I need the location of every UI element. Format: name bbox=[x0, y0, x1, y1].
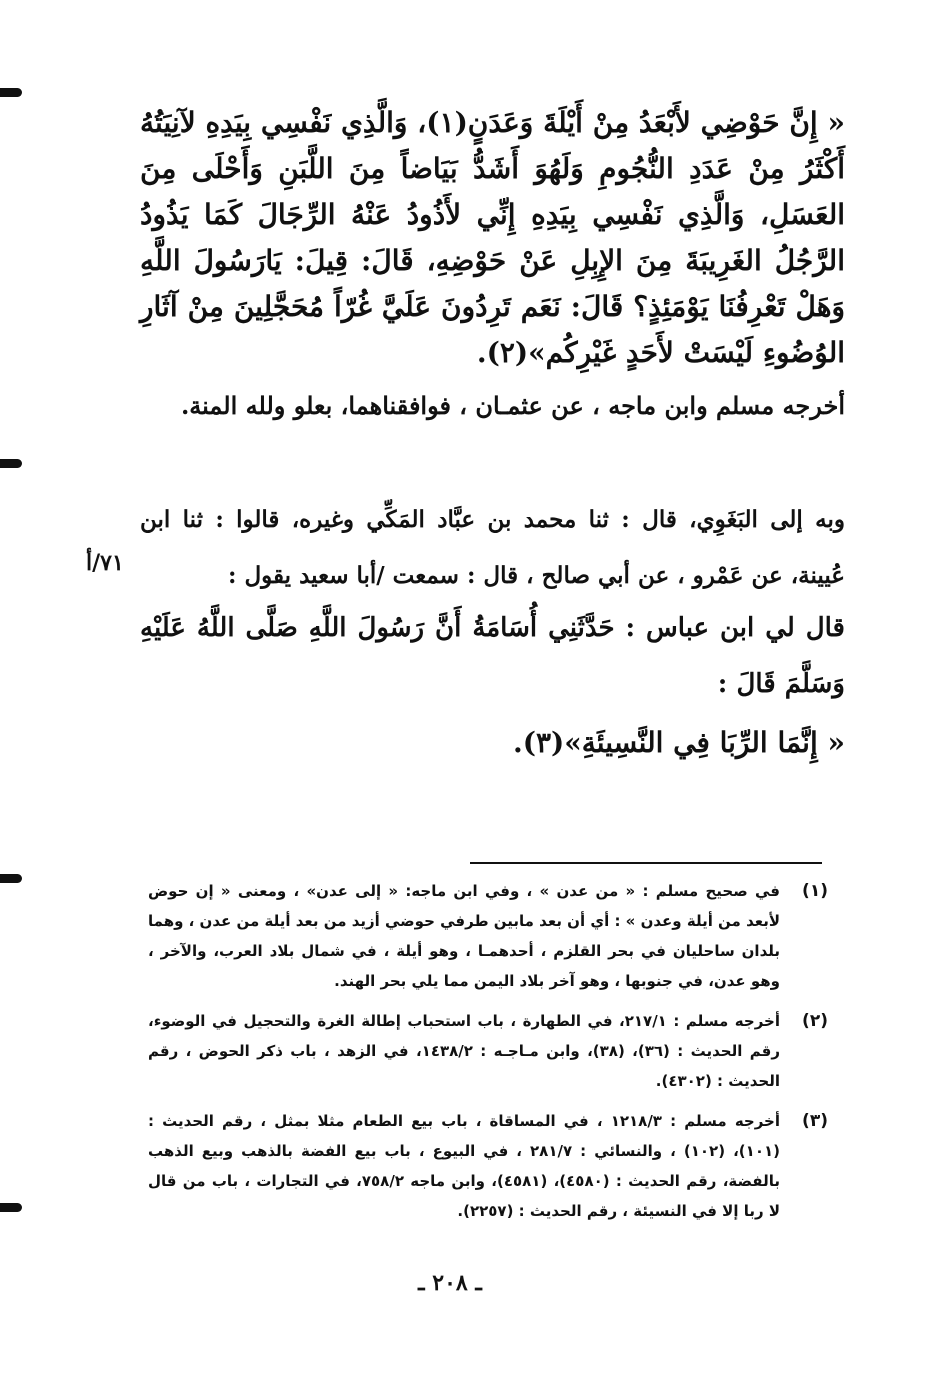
hadith-text-2: « إِنَّمَا الرِّبَا فِي النَّسِيئَةِ»(٣). bbox=[512, 726, 845, 759]
footnote-separator bbox=[470, 862, 822, 864]
footnote bbox=[148, 876, 828, 996]
footnote-number: (١) bbox=[802, 881, 828, 901]
binding-mark bbox=[0, 88, 22, 97]
footnotes bbox=[148, 876, 828, 1236]
footnote-number: (٢) bbox=[802, 1011, 828, 1031]
footnote-number: (٣) bbox=[802, 1111, 828, 1131]
narration-paragraph: قال لي ابن عباس : حَدَّثَنِي أُسَامَةُ أَنَّ رَسُولَ اللَّهِ صَلَّى اللَّهُ عَلَيْهِ وَسَلَّمَ قَالَ : bbox=[140, 613, 845, 699]
binding-mark bbox=[0, 459, 22, 468]
footnote-text: في صحيح مسلم : « من عدن » ، وفي ابن ماجه: « إلى عدن» ، ومعنى « إن حوض لأبعد من أيلة وعدن » : أي أن بعد مابين طرفي حوضي أزيد من بعد أيلة من عدن ، وهما بلدان ساحليان في بحر القلزم ، أحدهمـا ، وهو أيلة ، في شمال بلاد العرب، والآخر ، وهو عدن، في جنوبها ، وهو آخر بلاد اليمن مما يلي بحر الهند. bbox=[148, 882, 780, 990]
footnote-text: أخرجه مسلم : ١٢١٨/٣ ، في المساقاة ، باب بيع الطعام مثلا بمثل ، رقم الحديث : (١٠١)، (١٠٢) ، والنسائي : ٢٨١/٧ ، في البيوع ، باب بيع الفضة بالذهب وبيع الذهب بالفضة، رقم الحديث : (٤٥٨٠)، (٤٥٨١)، وابن ماجه ٧٥٨/٢، في التجارات ، باب من قال لا ربا إلا في النسيئة ، رقم الحديث : (٢٢٥٧). bbox=[148, 1112, 781, 1220]
isnad-paragraph: وبه إلى البَغَوِي، قال : ثنا محمد بن عبَّاد المَكِّي وغيره، قالوا : ثنا ابن عُيينة، عن عَمْرو ، عن أبي صالح ، قال : سمعت /أبا سعيد يقول : bbox=[140, 506, 845, 589]
binding-mark bbox=[0, 1203, 22, 1212]
footnote bbox=[148, 1006, 828, 1096]
hadith-text-1: « إِنَّ حَوْضِي لأَبْعَدُ مِنْ أَيْلَةَ وَعَدَنٍ(١)، وَالَّذِي نَفْسِي بِيَدِهِ لآنِيَتُهُ أَكْثَرُ مِنْ عَدَدِ النُّجُومِ وَلَهُوَ أَشَدُّ بَيَاضاً مِنَ اللَّبَنِ وَأَحْلَى مِنَ العَسَلِ، وَالَّذِي نَفْسِي بِيَدِهِ إِنِّي لأَذُودُ عَنْهُ الرِّجَالَ كَمَا يَذُودُ الرَّجُلُ الغَرِيبَةَ مِنَ الإِبِلِ عَنْ حَوْضِهِ، قَالَ: قِيلَ: يَارَسُولَ اللَّهِ وَهَلْ تَعْرِفُنَا يَوْمَئِذٍ؟ قَالَ: نَعَم تَرِدُونَ عَلَيَّ غُرّاً مُحَجَّلِينَ مِنْ آثَارِ الوُضُوءِ لَيْسَتْ لأَحَدٍ غَيْرِكُم»(٢). bbox=[140, 106, 846, 369]
takhrij-paragraph: أخرجه مسلم وابن ماجه ، عن عثمـان ، فوافقناهما، بعلو ولله المنة. bbox=[180, 391, 845, 420]
manuscript-folio-marker: ٧١/أ bbox=[86, 550, 124, 576]
footnote bbox=[148, 1106, 828, 1226]
footnote-text: أخرجه مسلم : ٢١٧/١، في الطهارة ، باب استحباب إطالة الغرة والتحجيل في الوضوء، رقم الحديث : (٣٦)، (٣٨)، وابن مـاجـه : ١٤٣٨/٢، في الزهد ، باب ذكر الحوض ، رقم الحديث : (٤٣٠٢). bbox=[148, 1012, 780, 1090]
binding-mark bbox=[0, 874, 22, 883]
page-number: ـ ٢٠٨ ـ bbox=[418, 1270, 482, 1296]
